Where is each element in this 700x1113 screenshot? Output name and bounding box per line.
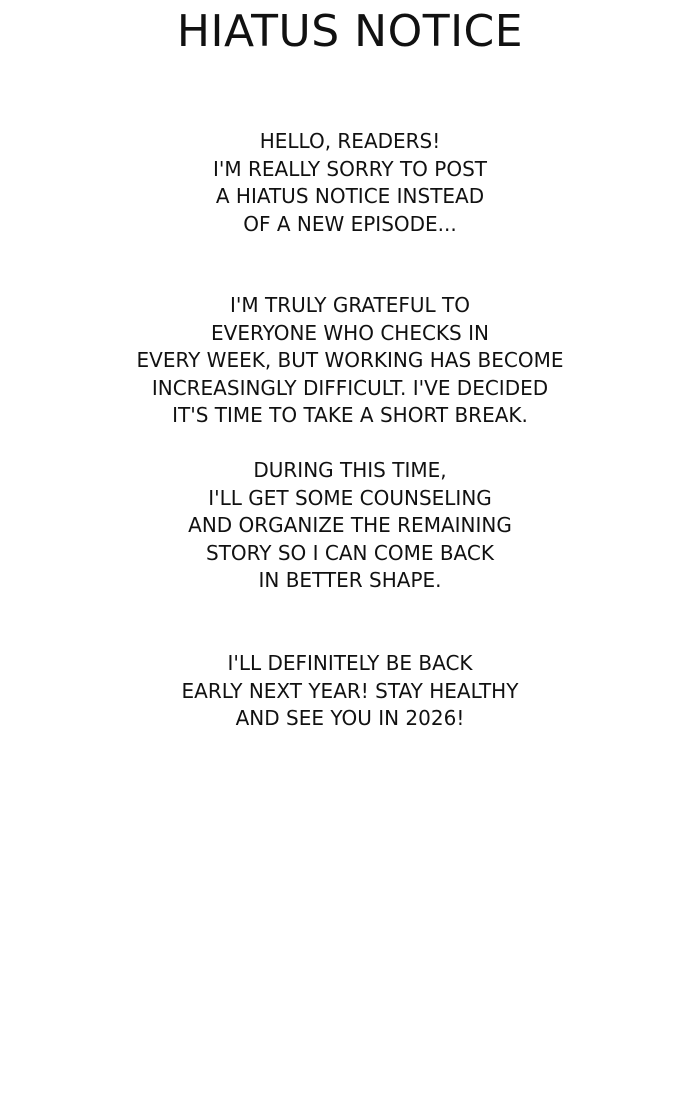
paragraph-plans: [0, 457, 700, 595]
text-line: DURING THIS TIME,: [253, 458, 447, 482]
text-line: A HIATUS NOTICE INSTEAD: [215, 184, 485, 209]
text-line: I'LL GET SOME COUNSELING: [208, 485, 492, 510]
text-line: IN BETTER SHAPE.: [258, 568, 442, 593]
paragraph-greeting: [0, 128, 700, 238]
text-line: HELLO, READERS!: [259, 129, 441, 153]
paragraph-return: [0, 650, 700, 733]
page-title: HIATUS NOTICE: [176, 6, 524, 57]
text-line: IT'S TIME TO TAKE A SHORT BREAK.: [172, 403, 528, 428]
text-line: STORY SO I CAN COME BACK: [206, 540, 494, 565]
text-line: I'M TRULY GRATEFUL TO: [230, 293, 470, 317]
text-line: I'M REALLY SORRY TO POST: [213, 156, 487, 181]
text-line: EVERY WEEK, BUT WORKING HAS BECOME: [136, 348, 564, 373]
text-line: AND ORGANIZE THE REMAINING: [188, 513, 512, 538]
text-line: EARLY NEXT YEAR! STAY HEALTHY: [181, 678, 519, 703]
text-line: I'LL DEFINITELY BE BACK: [227, 651, 473, 675]
paragraph-gratitude: [0, 292, 700, 430]
text-line: INCREASINGLY DIFFICULT. I'VE DECIDED: [151, 375, 549, 400]
text-line: AND SEE YOU IN 2026!: [235, 706, 465, 731]
text-line: EVERYONE WHO CHECKS IN: [211, 320, 489, 345]
text-line: OF A NEW EPISODE...: [243, 211, 457, 236]
